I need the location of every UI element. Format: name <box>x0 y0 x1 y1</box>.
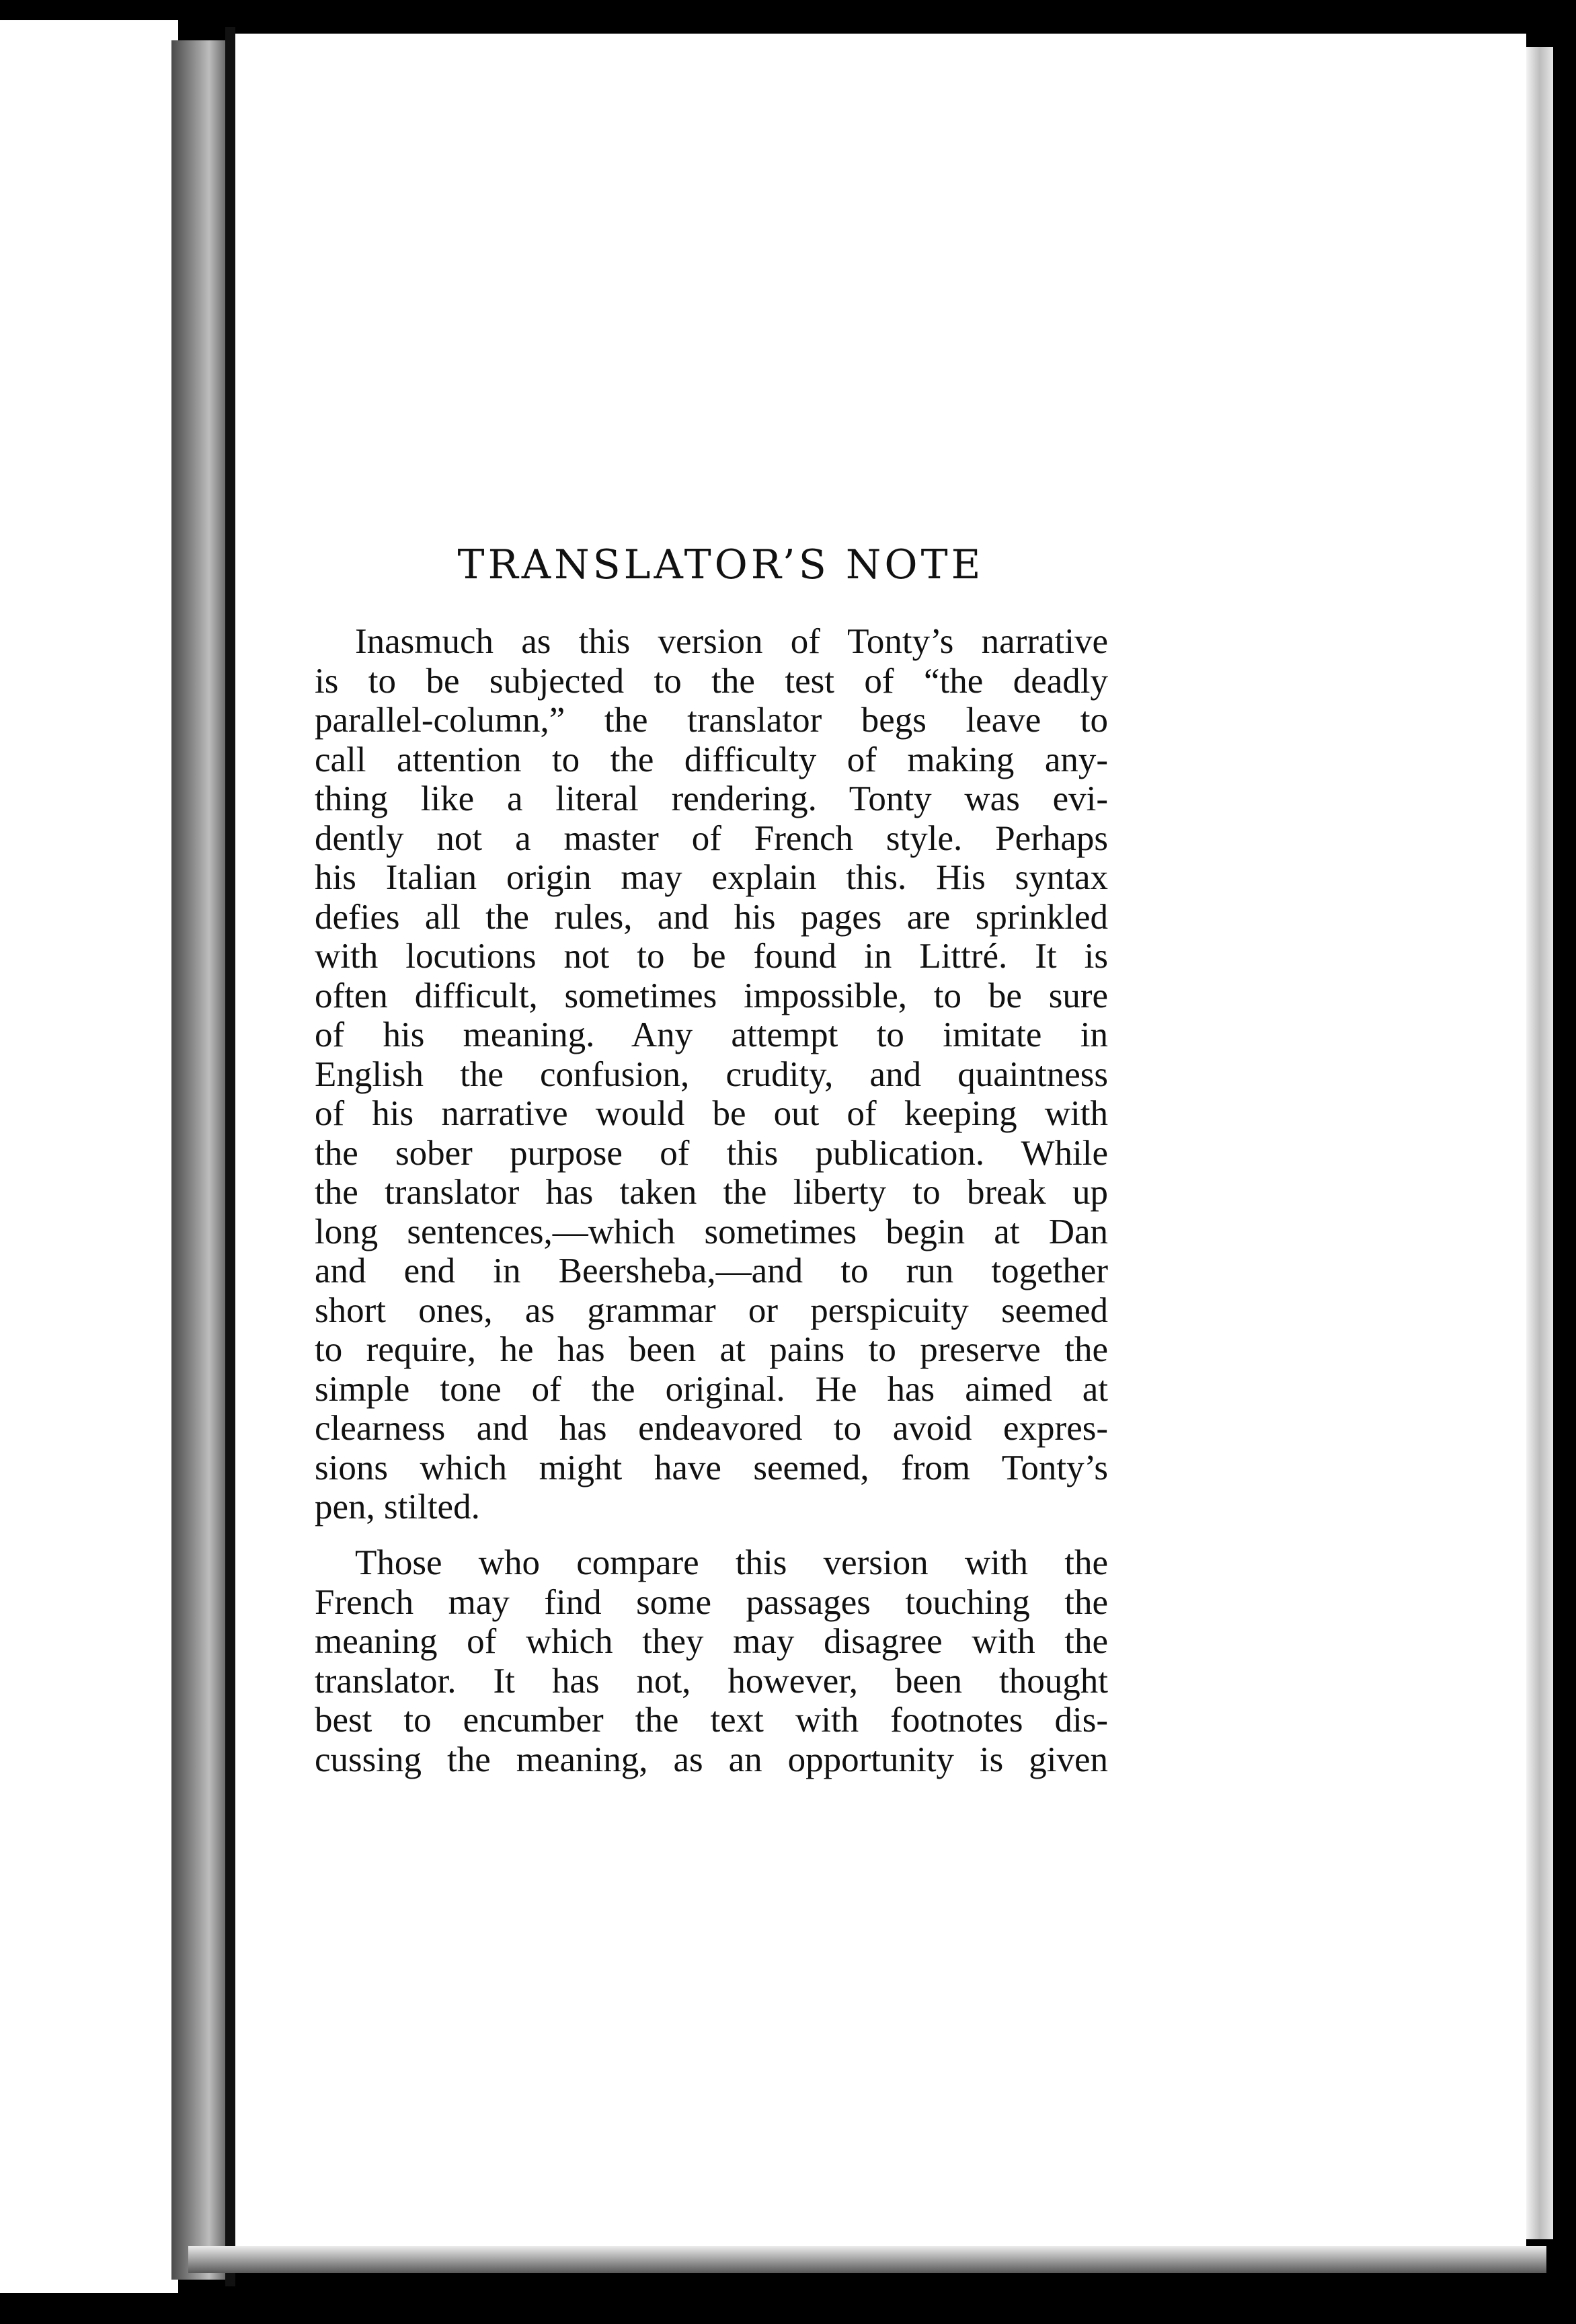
text-line: English the confusion, crudity, and quaintness <box>315 1054 1108 1094</box>
paragraph-1 <box>315 622 1108 1527</box>
text-line: to require, he has been at pains to preserve the <box>315 1330 1108 1369</box>
text-line: dently not a master of French style. Perhaps <box>315 818 1108 858</box>
page-gutter <box>225 27 235 2286</box>
text-line: Inasmuch as this version of Tonty’s narrative <box>355 622 1108 661</box>
text-line: French may find some passages touching the <box>315 1582 1108 1622</box>
book-spine <box>171 40 225 2280</box>
text-line: the translator has taken the liberty to break up <box>315 1173 1108 1212</box>
text-line: with locutions not to be found in Littré. It is <box>315 937 1108 976</box>
text-line: call attention to the difficulty of making any- <box>315 740 1108 779</box>
text-line: long sentences,—which sometimes begin at Dan <box>315 1212 1108 1251</box>
text-line: of his narrative would be out of keeping with <box>315 1094 1108 1133</box>
text-line: best to encumber the text with footnotes dis- <box>315 1701 1108 1740</box>
text-line: sions which might have seemed, from Tonty’s <box>315 1448 1108 1487</box>
page-title: TRANSLATOR’S NOTE <box>457 541 984 588</box>
text-line: defies all the rules, and his pages are sprinkled <box>315 897 1108 937</box>
text-line: Those who compare this version with the <box>355 1543 1108 1582</box>
text-line: his Italian origin may explain this. His syntax <box>315 858 1108 897</box>
text-line: short ones, as grammar or perspicuity seemed <box>315 1290 1108 1330</box>
page-fore-edge <box>1526 47 1553 2239</box>
text-line: cussing the meaning, as an opportunity is given <box>315 1740 1108 1779</box>
text-line: thing like a literal rendering. Tonty was evi- <box>315 779 1108 818</box>
text-line: simple tone of the original. He has aimed at <box>315 1369 1108 1409</box>
text-line: translator. It has not, however, been thought <box>315 1661 1108 1701</box>
facing-page-edge <box>0 20 178 2293</box>
text-line: clearness and has endeavored to avoid expres- <box>315 1409 1108 1448</box>
text-line: parallel-column,” the translator begs leave to <box>315 701 1108 740</box>
page-bottom-edge <box>188 2246 1546 2273</box>
text-line: pen, stilted. <box>315 1487 480 1526</box>
text-line: and end in Beersheba,—and to run together <box>315 1251 1108 1290</box>
text-line: of his meaning. Any attempt to imitate in <box>315 1015 1108 1054</box>
paragraph-2 <box>315 1543 1108 1779</box>
text-line: the sober purpose of this publication. While <box>315 1133 1108 1173</box>
text-line: is to be subjected to the test of “the deadly <box>315 661 1108 701</box>
text-line: often difficult, sometimes impossible, to be sure <box>315 976 1108 1015</box>
text-line: meaning of which they may disagree with the <box>315 1622 1108 1661</box>
